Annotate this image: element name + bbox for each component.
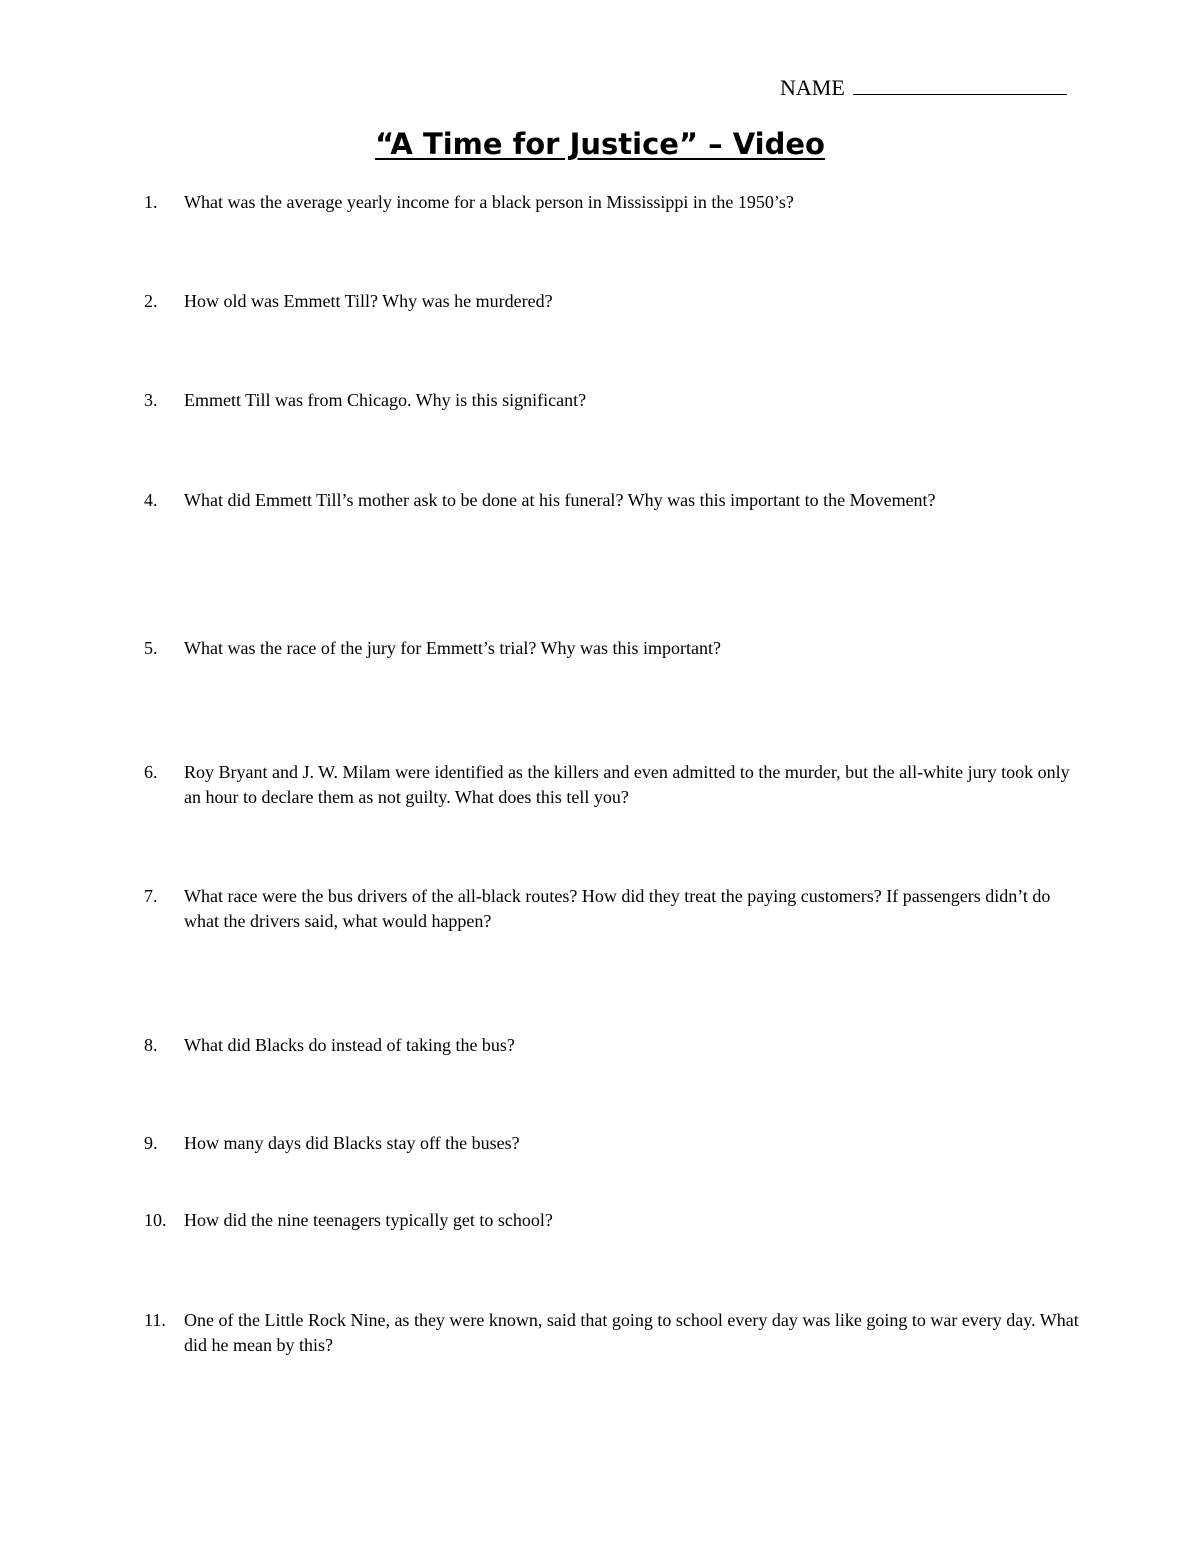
page-title: “A Time for Justice” – Video (375, 127, 825, 161)
question-number: 2. (144, 291, 158, 311)
question-number: 4. (144, 490, 158, 510)
question-text: What did Blacks do instead of taking the bus? (184, 1035, 515, 1055)
question-number: 8. (144, 1035, 158, 1055)
question-item (144, 1208, 1084, 1233)
question-text: Roy Bryant and J. W. Milam were identified as the killers and even admitted to the murder, but the all-white jury took only an hour to declare them as not guilty. What does this tell you? (184, 762, 1070, 807)
question-text: What race were the bus drivers of the all-black routes? How did they treat the paying customers? If passengers didn’t do what the drivers said, what would happen? (184, 886, 1051, 931)
question-item (144, 190, 1084, 215)
question-text: How old was Emmett Till? Why was he murdered? (184, 291, 553, 311)
question-number: 6. (144, 762, 158, 782)
question-item (144, 289, 1084, 314)
question-text: Emmett Till was from Chicago. Why is this significant? (184, 390, 587, 410)
question-number: 1. (144, 192, 158, 212)
question-number: 3. (144, 390, 158, 410)
question-text: One of the Little Rock Nine, as they were known, said that going to school every day was like going to war every day. What did he mean by this? (184, 1310, 1079, 1355)
question-number: 5. (144, 638, 158, 658)
question-item (144, 1308, 1084, 1358)
question-text: How did the nine teenagers typically get to school? (184, 1210, 553, 1230)
question-number: 9. (144, 1133, 158, 1153)
question-item (144, 636, 1084, 661)
name-field[interactable] (780, 72, 1067, 103)
question-item (144, 1131, 1084, 1156)
question-text: What was the race of the jury for Emmett’s trial? Why was this important? (184, 638, 722, 658)
question-item (144, 388, 1084, 413)
name-label: NAME (780, 75, 845, 100)
question-text: How many days did Blacks stay off the buses? (184, 1133, 520, 1153)
question-number: 7. (144, 886, 158, 906)
question-item (144, 760, 1084, 810)
name-blank-line[interactable] (853, 72, 1067, 95)
question-number: 10. (144, 1210, 167, 1230)
question-text: What did Emmett Till’s mother ask to be done at his funeral? Why was this important to the Movement? (184, 490, 936, 510)
question-text: What was the average yearly income for a black person in Mississippi in the 1950’s? (184, 192, 794, 212)
question-item (144, 488, 1084, 513)
question-item (144, 1033, 1084, 1058)
question-item (144, 884, 1084, 934)
question-number: 11. (144, 1310, 166, 1330)
